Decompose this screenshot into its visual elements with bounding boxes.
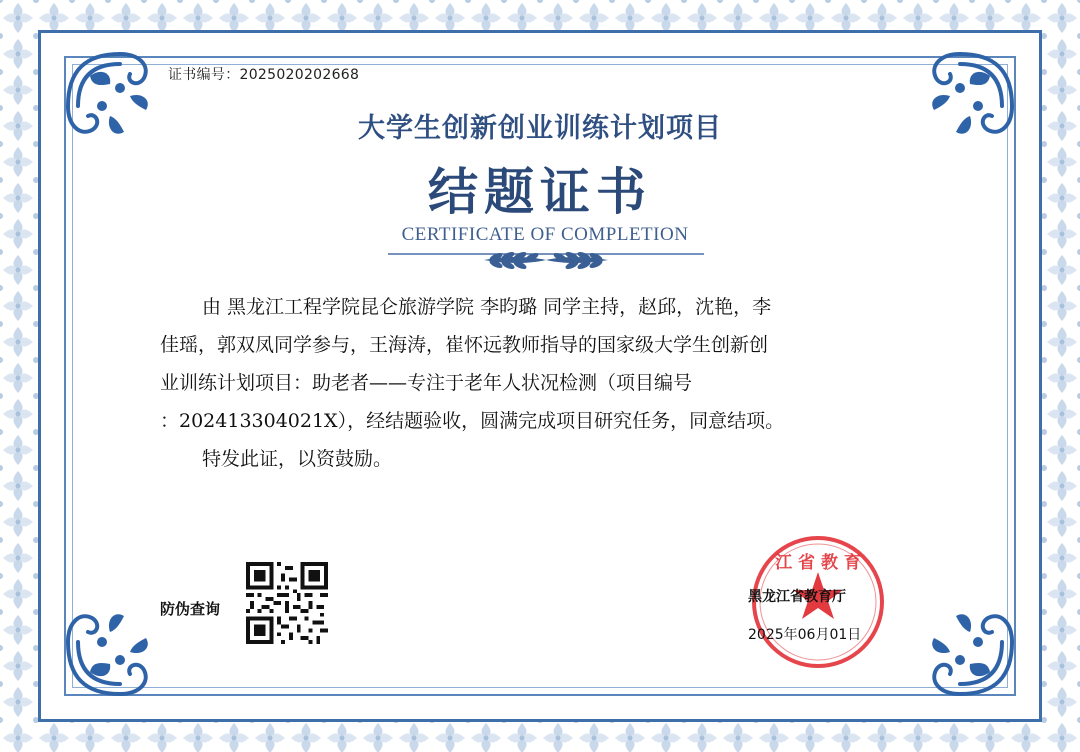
- body-line: 业训练计划项目：助老者——专注于老年人状况检测（项目编号: [160, 372, 693, 394]
- certificate-title: 结题证书: [428, 163, 652, 221]
- certificate-number: [168, 64, 359, 84]
- certificate-number-value: 2025020202668: [239, 67, 360, 83]
- program-subtitle: 大学生创新创业训练计划项目: [358, 113, 722, 144]
- closing-line: 特发此证，以资鼓励。: [202, 448, 393, 470]
- certificate-number-label: 证书编号：: [168, 67, 240, 83]
- certificate-title-english: CERTIFICATE OF COMPLETION: [401, 224, 689, 245]
- anti-counterfeit-label: 防伪查询: [160, 600, 221, 618]
- issue-date: 2025年06月01日: [748, 627, 862, 643]
- corner-ornament-bottom-left: [60, 592, 170, 702]
- certificate-body: [160, 288, 950, 478]
- issuing-authority: 黑龙江省教育厅: [748, 589, 846, 605]
- verification-qr-code-icon[interactable]: [245, 562, 329, 644]
- corner-ornament-bottom-right: [910, 592, 1020, 702]
- body-line: ：202413304021X），经结题验收，圆满完成项目研究任务，同意结项。: [160, 410, 785, 432]
- body-line: 佳瑶，郭双凤同学参与，王海涛，崔怀远教师指导的国家级大学生创新创: [160, 334, 769, 356]
- laurel-divider-icon: [388, 246, 704, 272]
- body-line: 由 黑龙江工程学院昆仑旅游学院 李昀璐 同学主持，赵邱，沈艳，李: [202, 296, 772, 318]
- seal-text: 江 省 教 育: [775, 553, 861, 573]
